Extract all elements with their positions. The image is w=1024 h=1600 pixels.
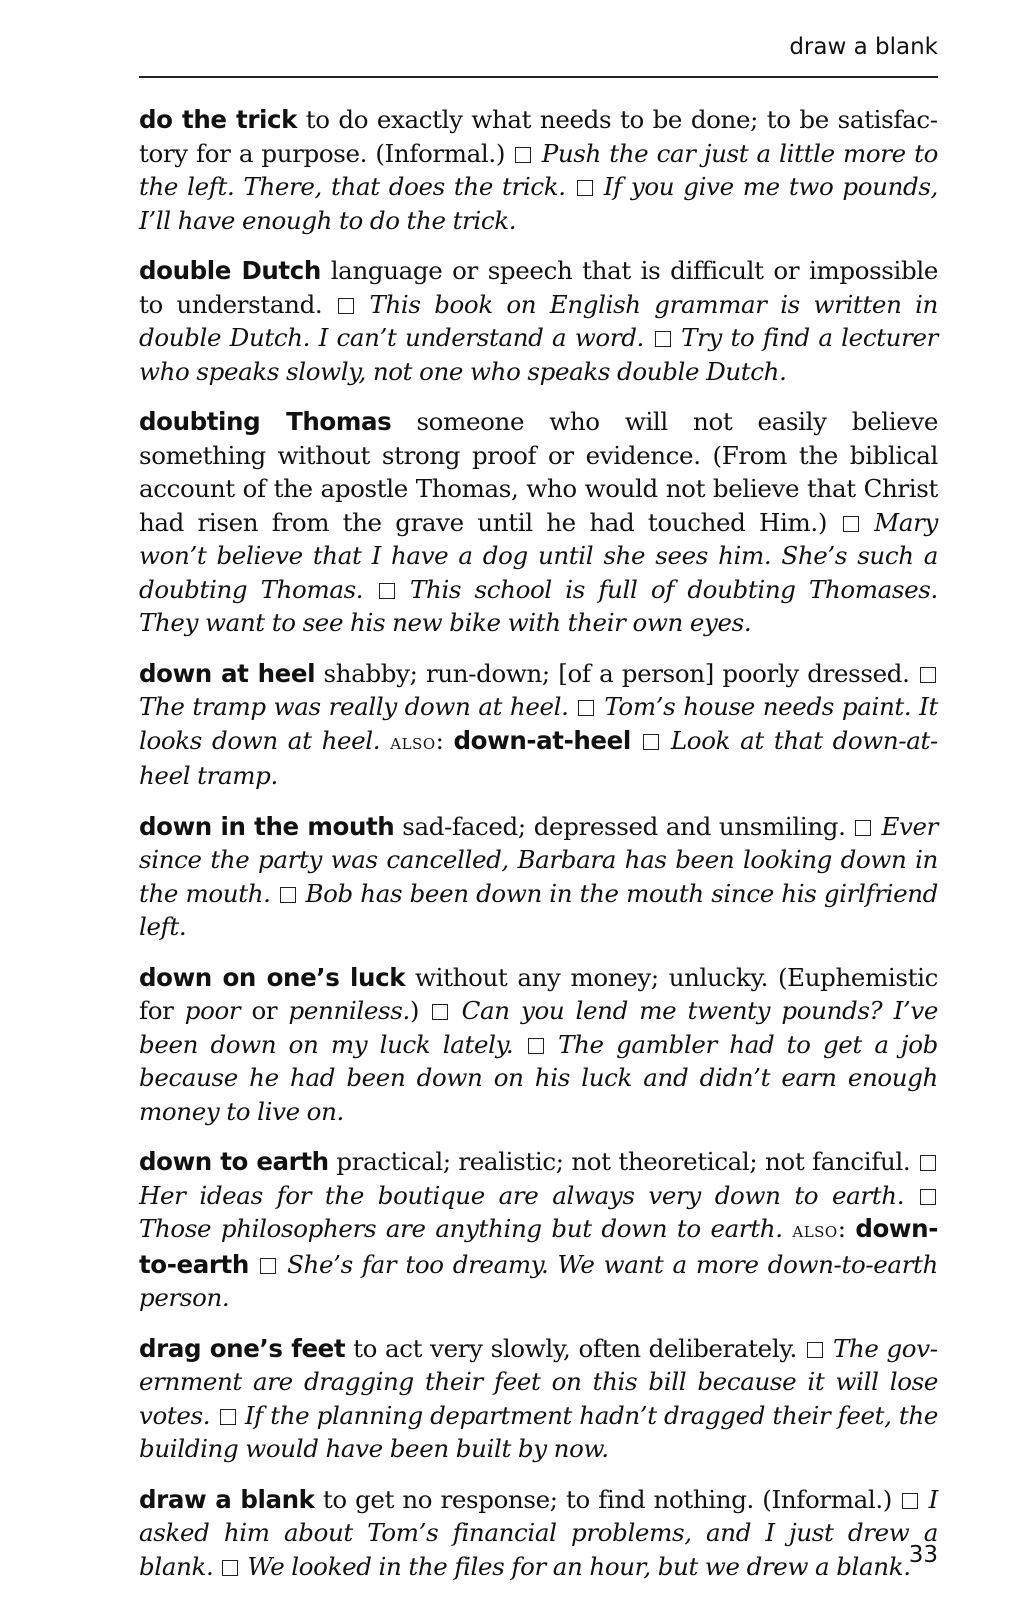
example: Can you lend me twenty pounds? I’ve been down on my luck lately. [139,996,939,1059]
running-head: draw a blank [789,34,938,60]
example-marker-icon [220,1409,236,1425]
example: Try to find a lecturer who speaks slowly, not one who speaks double Dutch. [139,323,938,386]
entry-down-on-ones-luck [139,961,938,1129]
example: Her ideas for the boutique are always very down to earth. [139,1180,905,1210]
example: This school is full of doubting Thomases. They want to see his new bike with their own eyes. [139,574,938,637]
example-marker-icon [902,1493,918,1509]
entry-drag-ones-feet [139,1332,938,1466]
example-marker-icon [643,734,659,750]
example: Tom’s house needs paint. It looks down at heel. [139,692,938,755]
header-rule [139,76,938,78]
example: This book on English grammar is written in double Dutch. I can’t understand a word. [139,289,938,352]
entry-down-to-earth: down to earth practical; realistic; not theoretical; not fanciful. Her ideas for the boutique are always very down to earth. Those philosophers are anything but down to earth. also: down-to-earth She’s far too dreamy. We want a more down-to-earth person. [139,1147,938,1312]
example-marker-icon [920,1155,936,1171]
headword: down in the mouth [139,811,395,841]
headword: draw a blank [139,1484,315,1514]
entry-down-in-the-mouth [139,810,938,944]
headword: down at heel [139,658,316,688]
headword: double Dutch [139,256,321,285]
headword: do the trick [139,105,298,134]
entry-do-the-trick [139,103,938,237]
definition: to act very slowly, often deliberately. [345,1333,805,1363]
example: I asked him about Tom’s financial problems, and I just drew a blank. [139,1484,938,1581]
example-marker-icon [855,820,871,836]
example: If you give me two pounds, I’ll have enough to do the trick. [139,172,938,235]
example-marker-icon [338,298,354,314]
example-marker-icon [920,667,936,683]
headword: down on one’s luck [139,962,406,992]
example: Mary won’t believe that I have a dog until she sees him. She’s such a doubting Thomas. [139,507,938,604]
variant-headword: down-at-heel [453,725,631,755]
entry-double-dutch [139,254,938,388]
headword: doubting Thomas [139,407,392,436]
example-marker-icon [280,887,296,903]
example: If the planning department hadn’t dragged their feet, the building would have been built by now. [139,1400,938,1463]
example: Look at that down-at-heel tramp. [139,725,938,790]
entry-list [139,103,938,1600]
example: Ever since the party was cancelled, Barbara has been looking down in the mouth. [139,811,938,908]
definition: shabby; run-down; [of a person] poorly dressed. [315,658,918,688]
definition: ) [409,996,431,1025]
example: Those philosophers are anything but down to earth. [139,1214,783,1243]
cited-term: penniless. [288,996,410,1025]
entry-doubting-thomas [139,405,938,640]
definition: practical; realistic; not theoretical; not fanciful. [328,1147,919,1176]
example: Push the car just a little more to the left. There, that does the trick. [139,138,939,201]
definition: sad-faced; depressed and unsmiling. [394,811,854,841]
example-marker-icon [432,1004,448,1020]
page-number: 33 [908,1542,938,1568]
example-marker-icon [515,147,531,163]
example-marker-icon [920,1189,936,1205]
definition: language or speech that is difficult or impossible to understand. [139,256,938,319]
example-marker-icon [807,1342,823,1358]
variant-headword: down-to-earth [139,1214,938,1279]
definition: someone who will not easily believe something without strong proof or evidence. (From the biblical account of the apostle Thomas, who would not believe that Christ had risen from the grave until he had touched Him.) [139,407,938,537]
example: The government are dragging their feet on this bill because it will lose votes. [139,1333,938,1430]
headword: down to earth [139,1147,329,1176]
example: The gambler had to get a job because he had been down on his luck and didn’t earn enough money to live on. [139,1029,938,1126]
entry-draw-a-blank [139,1483,938,1584]
example: Bob has been down in the mouth since his girlfriend left. [139,878,938,941]
example-marker-icon [379,583,395,599]
example-marker-icon [578,700,594,716]
also-label: also [792,1218,838,1243]
definition: or [240,996,289,1025]
example-marker-icon [843,516,859,532]
example: She’s far too dreamy. We want a more down-to-earth person. [139,1249,938,1312]
also-label: also [390,729,436,755]
example-marker-icon [655,331,671,347]
example: We looked in the files for an hour, but we drew a blank. [247,1551,911,1581]
cited-term: poor [184,996,241,1025]
example-marker-icon [577,180,593,196]
example: The tramp was really down at heel. [139,692,569,721]
definition: without any money; unlucky. (Euphemistic for [139,962,938,1025]
entry-down-at-heel: down at heel shabby; run-down; [of a person] poorly dressed. The tramp was really down at heel. Tom’s house needs paint. It looks down at heel. also: down-at-heel Look at that down-at-heel tramp. [139,658,938,790]
example-marker-icon [222,1560,238,1576]
example-marker-icon [260,1258,276,1274]
definition: to get no response; to find nothing. (Informal.) [314,1484,901,1514]
example-marker-icon [528,1038,544,1054]
definition: to do exactly what needs to be done; to be satisfactory for a purpose. (Informal.) [139,105,938,168]
headword: drag one’s feet [139,1333,346,1363]
